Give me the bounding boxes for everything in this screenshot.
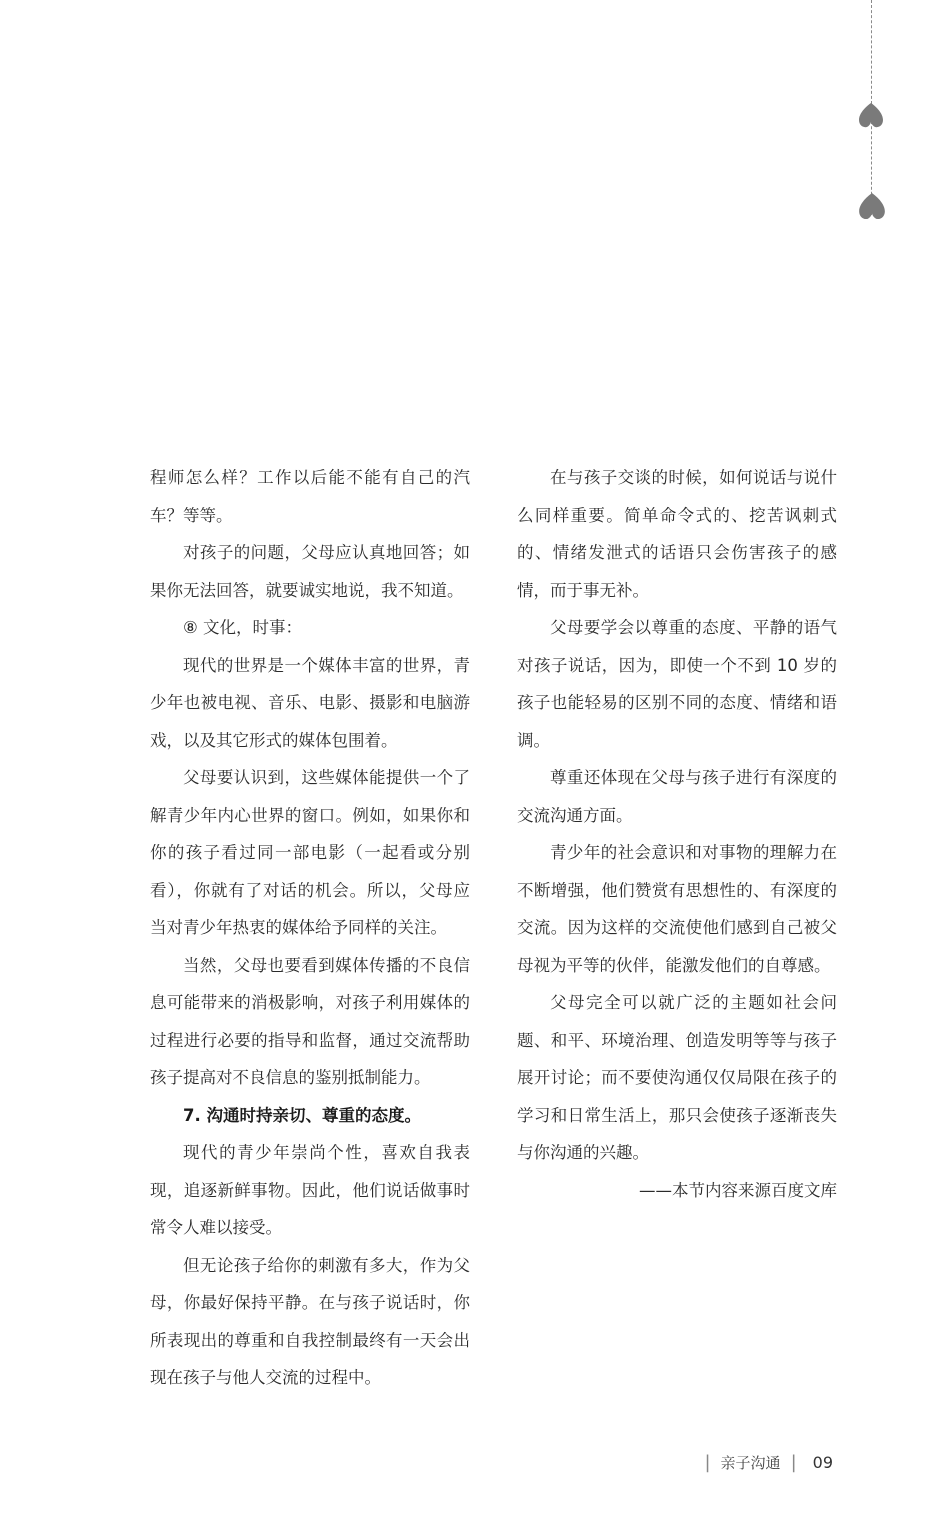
paragraph: 尊重还体现在父母与孩子进行有深度的交流沟通方面。 — [517, 768, 837, 825]
divider: | — [790, 1452, 797, 1473]
section-heading: 7. 沟通时持亲切、尊重的态度。 — [183, 1105, 421, 1125]
paragraph: 父母要认识到，这些媒体能提供一个了解青少年内心世界的窗口。例如，如果你和你的孩子看过同一部电影（一起看或分别看），你就有了对话的机会。所以，父母应当对青少年热衷的媒体给予同样的关注。 — [150, 768, 470, 937]
paragraph: 父母要学会以尊重的态度、平静的语气对孩子说话，因为，即使一个不到 10 岁的孩子也能轻易的区别不同的态度、情绪和语调。 — [517, 618, 837, 750]
paragraph: 青少年的社会意识和对事物的理解力在不断增强，他们赞赏有思想性的、有深度的交流。因为这样的交流使他们感到自己被父母视为平等的伙伴，能激发他们的自尊感。 — [517, 843, 837, 975]
page-number: 09 — [812, 1453, 833, 1472]
heart-icon — [857, 101, 885, 129]
paragraph: 但无论孩子给你的刺激有多大，作为父母，你最好保持平静。在与孩子说话时，你所表现出的尊重和自我控制最终有一天会出现在孩子与他人交流的过程中。 — [150, 1255, 470, 1387]
page-footer — [704, 1452, 833, 1473]
list-marker-culture: ⑧ 文化，时事： — [183, 618, 303, 637]
paragraph: 在与孩子交谈的时候，如何说话与说什么同样重要。简单命令式的、挖苦讽刺式的、情绪发泄式的话语只会伤害孩子的感情，而于事无补。 — [517, 468, 837, 600]
left-text-column — [150, 459, 470, 1397]
right-text-column — [517, 459, 837, 1209]
paragraph: 现代的青少年崇尚个性，喜欢自我表现，追逐新鲜事物。因此，他们说话做事时常令人难以接受。 — [150, 1143, 470, 1237]
section-label: 亲子沟通 — [720, 1454, 781, 1472]
paragraph: 当然，父母也要看到媒体传播的不良信息可能带来的消极影响，对孩子利用媒体的过程进行必要的指导和监督，通过交流帮助孩子提高对不良信息的鉴别抵制能力。 — [150, 955, 470, 1087]
paragraph: 对孩子的问题，父母应认真地回答；如果你无法回答，就要诚实地说，我不知道。 — [150, 543, 470, 600]
paragraph: 父母完全可以就广泛的主题如社会问题、和平、环境治理、创造发明等等与孩子展开讨论；而不要使沟通仅仅局限在孩子的学习和日常生活上，那只会使孩子逐渐丧失与你沟通的兴趣。 — [517, 993, 837, 1162]
divider: | — [704, 1452, 711, 1473]
paragraph: 现代的世界是一个媒体丰富的世界，青少年也被电视、音乐、电影、摄影和电脑游戏，以及其它形式的媒体包围着。 — [150, 655, 470, 750]
source-attribution: ——本节内容来源百度文库 — [639, 1180, 837, 1200]
paragraph: 程师怎么样？工作以后能不能有自己的汽车？等等。 — [150, 468, 470, 525]
heart-icon — [857, 191, 885, 219]
